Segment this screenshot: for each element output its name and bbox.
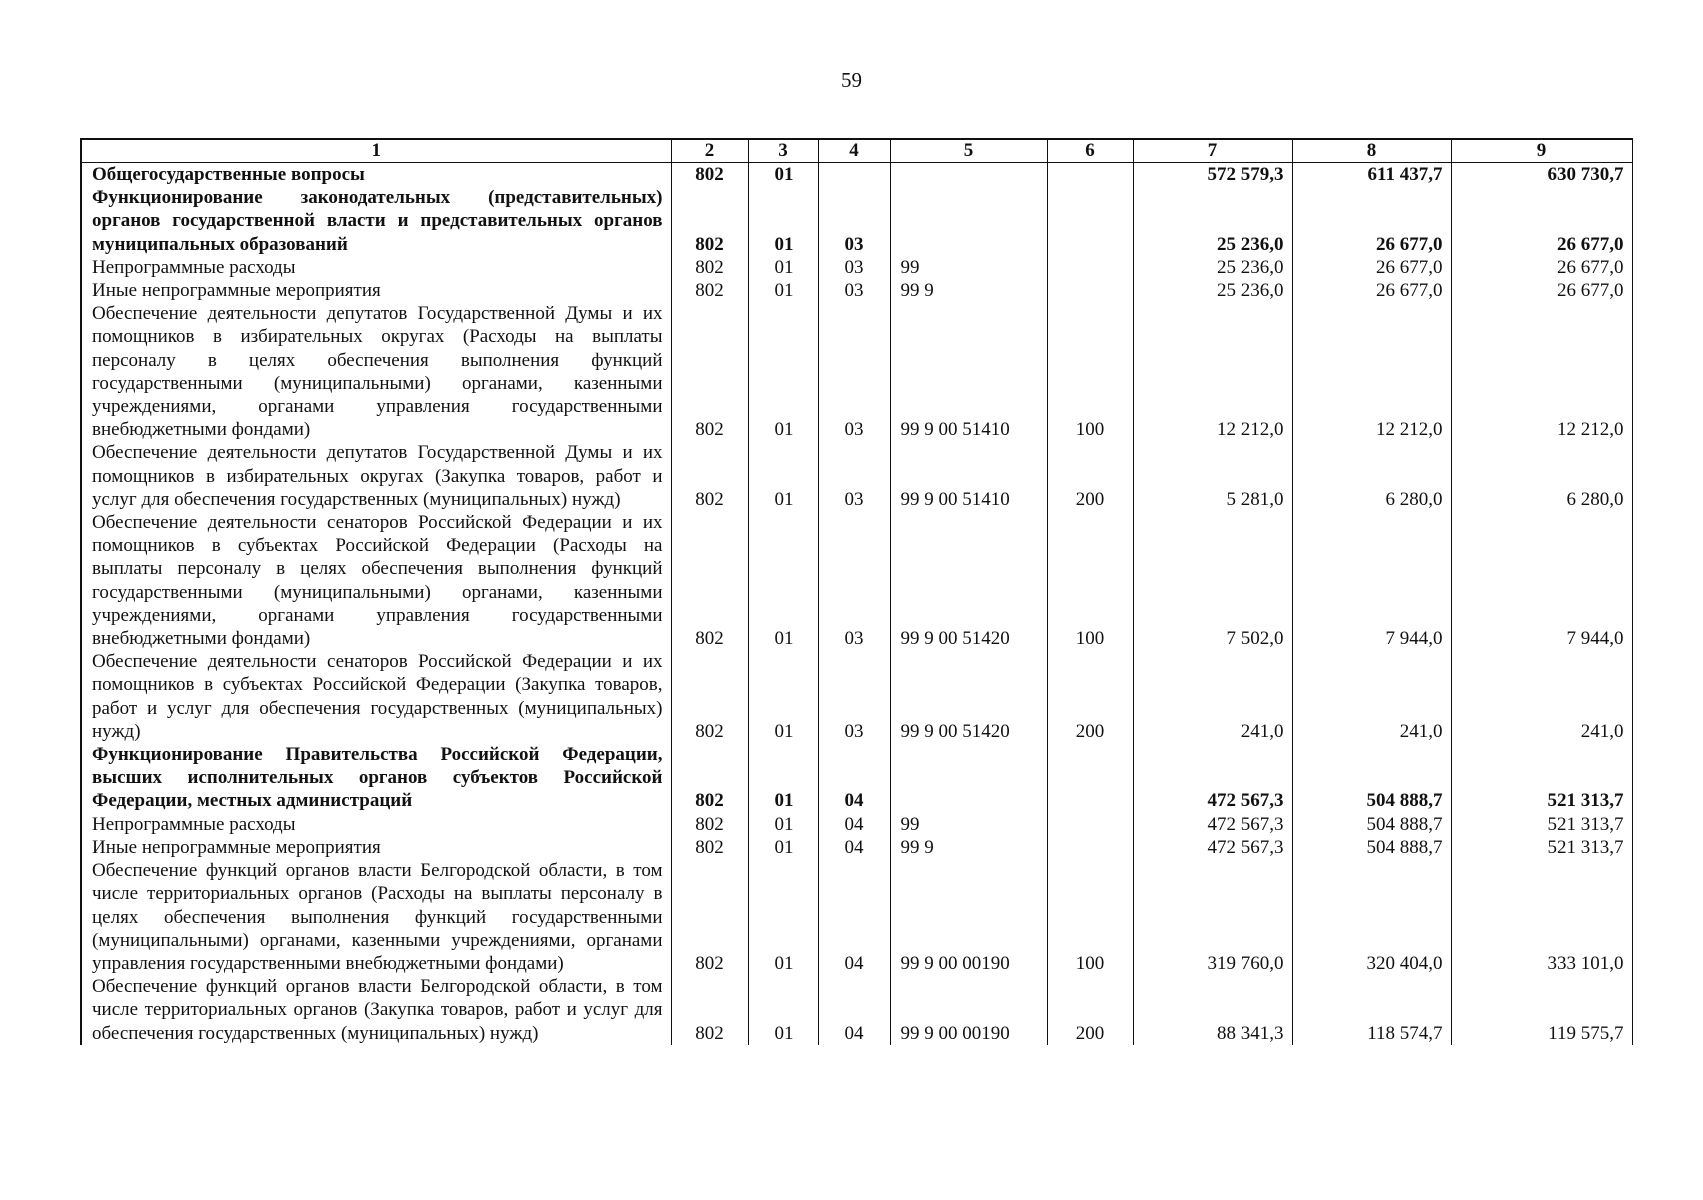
row-name-cell: Функционирование Правительства Российской Федерации, высших исполнительных органов субъектов Российской Федерации, местных администраций	[81, 743, 671, 813]
subsection-code-cell: 04	[818, 859, 890, 975]
admin-code-cell: 802	[671, 836, 748, 859]
amount-col8-cell: 241,0	[1292, 650, 1451, 743]
target-code-cell	[890, 163, 1047, 187]
table-row	[81, 163, 1632, 187]
amount-col8-cell: 26 677,0	[1292, 186, 1451, 256]
section-code-cell: 01	[748, 975, 818, 1045]
table-row	[81, 511, 1632, 650]
row-name-cell: Иные непрограммные мероприятия	[81, 836, 671, 859]
target-code-cell: 99 9 00 00190	[890, 975, 1047, 1045]
amount-col7-cell: 5 281,0	[1133, 441, 1292, 511]
amount-col7-cell: 319 760,0	[1133, 859, 1292, 975]
amount-col9-cell: 333 101,0	[1451, 859, 1632, 975]
amount-col7-cell: 472 567,3	[1133, 743, 1292, 813]
subsection-code-cell: 03	[818, 511, 890, 650]
row-name-cell: Обеспечение функций органов власти Белгородской области, в том числе территориальных органов (Закупка товаров, работ и услуг для обеспечения государственных (муниципальных) нужд)	[81, 975, 671, 1045]
amount-col9-cell: 521 313,7	[1451, 813, 1632, 836]
subsection-code-cell: 04	[818, 813, 890, 836]
row-name-cell: Общегосударственные вопросы	[81, 163, 671, 187]
expense-type-cell: 200	[1047, 975, 1133, 1045]
table-row	[81, 441, 1632, 511]
section-code-cell: 01	[748, 302, 818, 441]
admin-code-cell: 802	[671, 186, 748, 256]
row-name-cell: Обеспечение деятельности депутатов Государственной Думы и их помощников в избирательных округах (Расходы на выплаты персоналу в целях обеспечения выполнения функций государственными (муниципальными) органами, казенными учреждениями, органами управления государственными внебюджетными фондами)	[81, 302, 671, 441]
amount-col7-cell: 7 502,0	[1133, 511, 1292, 650]
amount-col7-cell: 12 212,0	[1133, 302, 1292, 441]
subsection-code-cell: 04	[818, 836, 890, 859]
expense-type-cell	[1047, 186, 1133, 256]
amount-col7-cell: 25 236,0	[1133, 186, 1292, 256]
amount-col8-cell: 26 677,0	[1292, 279, 1451, 302]
amount-col7-cell: 25 236,0	[1133, 279, 1292, 302]
subsection-code-cell	[818, 163, 890, 187]
section-code-cell: 01	[748, 163, 818, 187]
column-header-7: 7	[1133, 139, 1292, 163]
expense-type-cell	[1047, 279, 1133, 302]
row-name-cell: Обеспечение деятельности депутатов Государственной Думы и их помощников в избирательных округах (Закупка товаров, работ и услуг для обеспечения государственных (муниципальных) нужд)	[81, 441, 671, 511]
admin-code-cell: 802	[671, 511, 748, 650]
amount-col7-cell: 572 579,3	[1133, 163, 1292, 187]
expense-type-cell	[1047, 743, 1133, 813]
amount-col7-cell: 241,0	[1133, 650, 1292, 743]
amount-col8-cell: 611 437,7	[1292, 163, 1451, 187]
amount-col9-cell: 26 677,0	[1451, 256, 1632, 279]
amount-col9-cell: 26 677,0	[1451, 186, 1632, 256]
target-code-cell: 99	[890, 813, 1047, 836]
table-row	[81, 650, 1632, 743]
expense-type-cell	[1047, 813, 1133, 836]
section-code-cell: 01	[748, 511, 818, 650]
subsection-code-cell: 03	[818, 650, 890, 743]
row-name-cell: Непрограммные расходы	[81, 813, 671, 836]
admin-code-cell: 802	[671, 302, 748, 441]
page-number: 59	[841, 68, 862, 92]
target-code-cell	[890, 743, 1047, 813]
table-row	[81, 859, 1632, 975]
section-code-cell: 01	[748, 859, 818, 975]
target-code-cell: 99 9 00 51420	[890, 511, 1047, 650]
row-name-cell: Иные непрограммные мероприятия	[81, 279, 671, 302]
target-code-cell: 99 9 00 00190	[890, 859, 1047, 975]
expense-type-cell	[1047, 163, 1133, 187]
admin-code-cell: 802	[671, 650, 748, 743]
amount-col8-cell: 504 888,7	[1292, 813, 1451, 836]
amount-col8-cell: 504 888,7	[1292, 836, 1451, 859]
section-code-cell: 01	[748, 279, 818, 302]
target-code-cell	[890, 186, 1047, 256]
section-code-cell: 01	[748, 256, 818, 279]
column-header-2: 2	[671, 139, 748, 163]
amount-col7-cell: 25 236,0	[1133, 256, 1292, 279]
column-header-8: 8	[1292, 139, 1451, 163]
expense-type-cell: 200	[1047, 441, 1133, 511]
row-name-cell: Обеспечение функций органов власти Белгородской области, в том числе территориальных органов (Расходы на выплаты персоналу в целях обеспечения выполнения функций государственными (муниципальными) органами, казенными учреждениями, органами управления государственными внебюджетными фондами)	[81, 859, 671, 975]
subsection-code-cell: 04	[818, 743, 890, 813]
table-header-row	[81, 139, 1632, 163]
table-row	[81, 279, 1632, 302]
amount-col9-cell: 521 313,7	[1451, 743, 1632, 813]
target-code-cell: 99 9	[890, 836, 1047, 859]
row-name-cell: Непрограммные расходы	[81, 256, 671, 279]
target-code-cell: 99 9 00 51410	[890, 441, 1047, 511]
amount-col8-cell: 118 574,7	[1292, 975, 1451, 1045]
expense-type-cell	[1047, 836, 1133, 859]
target-code-cell: 99	[890, 256, 1047, 279]
expense-type-cell: 100	[1047, 859, 1133, 975]
admin-code-cell: 802	[671, 256, 748, 279]
table-row	[81, 302, 1632, 441]
admin-code-cell: 802	[671, 859, 748, 975]
amount-col9-cell: 630 730,7	[1451, 163, 1632, 187]
table-row	[81, 256, 1632, 279]
amount-col8-cell: 12 212,0	[1292, 302, 1451, 441]
section-code-cell: 01	[748, 836, 818, 859]
subsection-code-cell: 03	[818, 256, 890, 279]
row-name-cell: Функционирование законодательных (представительных) органов государственной власти и представительных органов муниципальных образований	[81, 186, 671, 256]
expense-type-cell: 200	[1047, 650, 1133, 743]
table-row	[81, 186, 1632, 256]
amount-col8-cell: 7 944,0	[1292, 511, 1451, 650]
amount-col8-cell: 320 404,0	[1292, 859, 1451, 975]
subsection-code-cell: 04	[818, 975, 890, 1045]
section-code-cell: 01	[748, 813, 818, 836]
expense-type-cell: 100	[1047, 302, 1133, 441]
column-header-5: 5	[890, 139, 1047, 163]
subsection-code-cell: 03	[818, 186, 890, 256]
amount-col7-cell: 472 567,3	[1133, 813, 1292, 836]
target-code-cell: 99 9 00 51420	[890, 650, 1047, 743]
amount-col9-cell: 521 313,7	[1451, 836, 1632, 859]
amount-col7-cell: 472 567,3	[1133, 836, 1292, 859]
amount-col9-cell: 119 575,7	[1451, 975, 1632, 1045]
admin-code-cell: 802	[671, 813, 748, 836]
amount-col8-cell: 6 280,0	[1292, 441, 1451, 511]
section-code-cell: 01	[748, 441, 818, 511]
table-row	[81, 743, 1632, 813]
table-row	[81, 836, 1632, 859]
admin-code-cell: 802	[671, 441, 748, 511]
admin-code-cell: 802	[671, 163, 748, 187]
column-header-9: 9	[1451, 139, 1632, 163]
admin-code-cell: 802	[671, 279, 748, 302]
column-header-1: 1	[81, 139, 671, 163]
column-header-3: 3	[748, 139, 818, 163]
subsection-code-cell: 03	[818, 441, 890, 511]
table-body	[81, 163, 1632, 1045]
admin-code-cell: 802	[671, 743, 748, 813]
amount-col9-cell: 7 944,0	[1451, 511, 1632, 650]
row-name-cell: Обеспечение деятельности сенаторов Российской Федерации и их помощников в субъектах Российской Федерации (Расходы на выплаты персоналу в целях обеспечения выполнения функций государственными (муниципальными) органами, казенными учреждениями, органами управления государственными внебюджетными фондами)	[81, 511, 671, 650]
amount-col9-cell: 241,0	[1451, 650, 1632, 743]
budget-table	[80, 138, 1633, 1045]
admin-code-cell: 802	[671, 975, 748, 1045]
subsection-code-cell: 03	[818, 302, 890, 441]
column-header-4: 4	[818, 139, 890, 163]
section-code-cell: 01	[748, 186, 818, 256]
expense-type-cell: 100	[1047, 511, 1133, 650]
amount-col8-cell: 26 677,0	[1292, 256, 1451, 279]
amount-col8-cell: 504 888,7	[1292, 743, 1451, 813]
section-code-cell: 01	[748, 650, 818, 743]
amount-col7-cell: 88 341,3	[1133, 975, 1292, 1045]
table-row	[81, 813, 1632, 836]
row-name-cell: Обеспечение деятельности сенаторов Российской Федерации и их помощников в субъектах Российской Федерации (Закупка товаров, работ и услуг для обеспечения государственных (муниципальных) нужд)	[81, 650, 671, 743]
column-header-6: 6	[1047, 139, 1133, 163]
amount-col9-cell: 6 280,0	[1451, 441, 1632, 511]
amount-col9-cell: 12 212,0	[1451, 302, 1632, 441]
expense-type-cell	[1047, 256, 1133, 279]
amount-col9-cell: 26 677,0	[1451, 279, 1632, 302]
table-row	[81, 975, 1632, 1045]
subsection-code-cell: 03	[818, 279, 890, 302]
section-code-cell: 01	[748, 743, 818, 813]
target-code-cell: 99 9	[890, 279, 1047, 302]
target-code-cell: 99 9 00 51410	[890, 302, 1047, 441]
